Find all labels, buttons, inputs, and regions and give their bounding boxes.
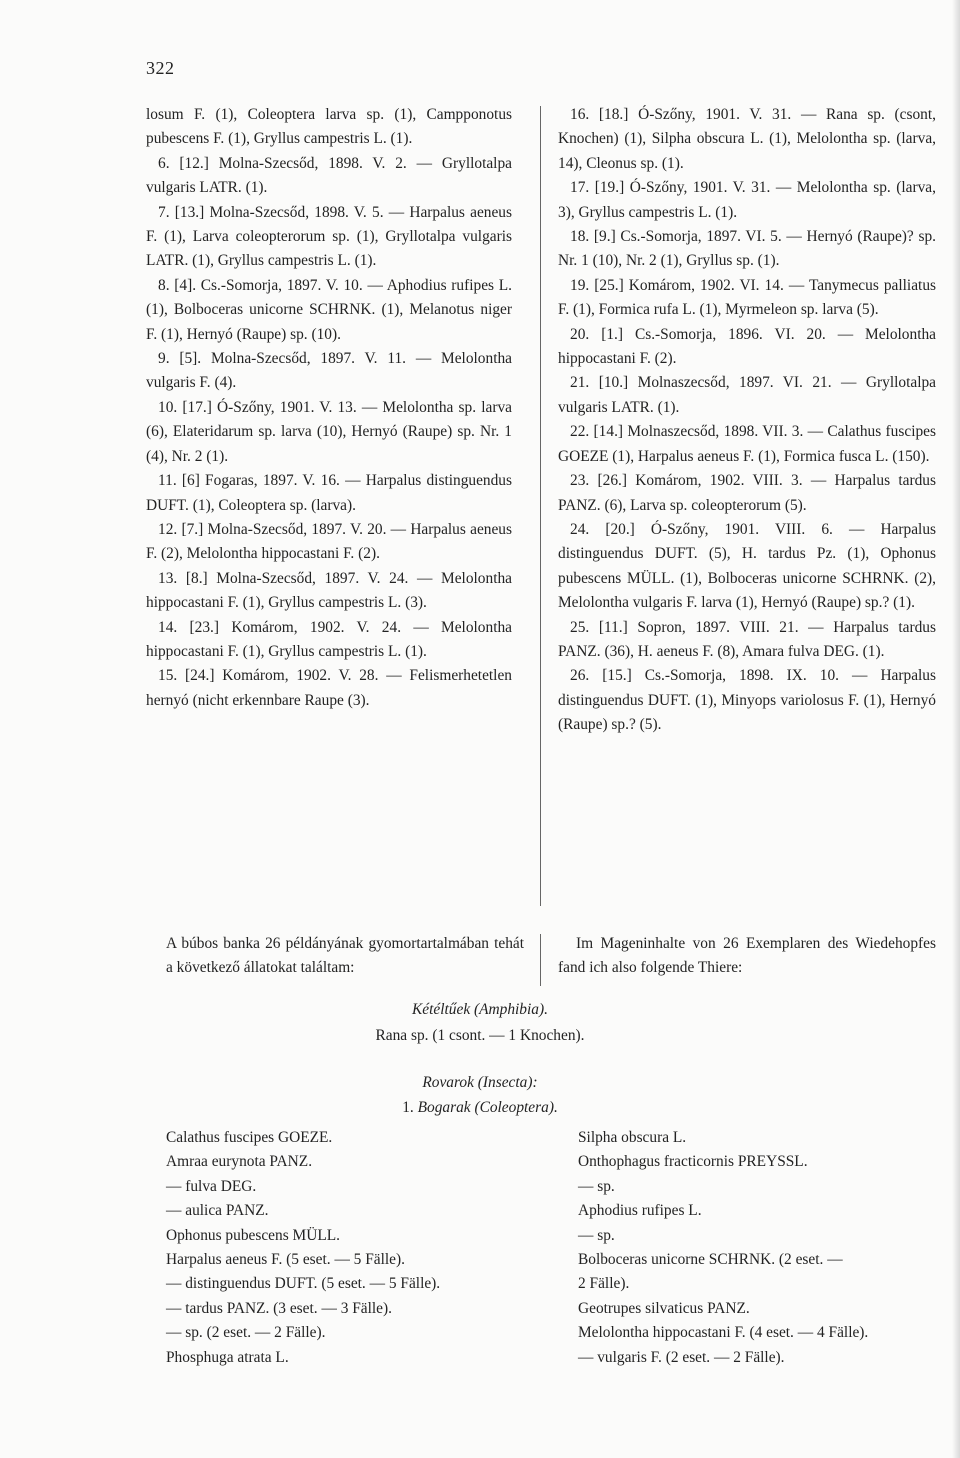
species-item: — aulica PANZ. [166, 1202, 269, 1220]
order-number: 1. [402, 1099, 414, 1116]
heading-insecta: Rovarok (Insecta): [422, 1074, 538, 1091]
entry-13: 13. [8.] Molna-Szecsőd, 1897. V. 24. — Melolontha hippocastani F. (1), Gryllus campestris L. (3). [146, 569, 512, 612]
entry-5-continued: losum F. (1), Coleoptera larva sp. (1), Campponotus pubescens F. (1), Gryllus campestris L. (1). [146, 106, 512, 148]
species-list-right [578, 1126, 938, 1370]
entry-16: 16. [18.] Ó-Szőny, 1901. V. 31. — Rana sp. (csont, Knochen) (1), Silpha obscura L. (1), Melolontha sp. (larva, 14), Cleonus sp. (1). [558, 106, 936, 172]
species-item: Bolboceras unicorne SCHRNK. (2 eset. — [578, 1251, 843, 1269]
entry-25: 25. [11.] Sopron, 1897. VIII. 21. — Harpalus tardus PANZ. (36), H. aeneus F. (8), Amara fulva DEG. (1). [558, 618, 936, 660]
entry-20: 20. [1.] Cs.-Somorja, 1896. VI. 20. — Melolontha hippocastani F. (2). [558, 325, 936, 368]
right-column [558, 103, 936, 738]
summary-hungarian: A búbos banka 26 példányának gyomortartalmában tehát a következő állatokat találtam: [166, 935, 524, 977]
column-divider [540, 106, 541, 906]
species-item: 2 Fälle). [578, 1275, 630, 1293]
entry-6: 6. [12.] Molna-Szecsőd, 1898. V. 2. — Gryllotalpa vulgaris LATR. (1). [146, 154, 512, 197]
species-item: Aphodius rufipes L. [578, 1202, 702, 1220]
entry-17: 17. [19.] Ó-Szőny, 1901. V. 31. — Melolontha sp. (larva, 3), Gryllus campestris L. (1). [558, 179, 936, 221]
species-item: Silpha obscura L. [578, 1129, 687, 1146]
rana-entry: Rana sp. (1 csont. — 1 Knochen). [375, 1027, 585, 1044]
entry-26: 26. [15.] Cs.-Somorja, 1898. IX. 10. — Harpalus distinguendus DUFT. (1), Minyops variolosus F. (1), Hernyó (Raupe) sp.? (5). [558, 667, 936, 734]
entry-9: 9. [5]. Molna-Szecsőd, 1897. V. 11. — Melolontha vulgaris F. (4). [146, 350, 512, 392]
entry-21: 21. [10.] Molnaszecsőd, 1897. VI. 21. — Gryllotalpa vulgaris LATR. (1). [558, 374, 936, 416]
entry-18: 18. [9.] Cs.-Somorja, 1897. VI. 5. — Hernyó (Raupe)? sp. Nr. 1 (10), Nr. 2 (1), Gryllus sp. (1). [558, 228, 936, 270]
species-item: Harpalus aeneus F. (5 eset. — 5 Fälle). [166, 1251, 405, 1269]
species-item: — sp. (2 eset. — 2 Fälle). [166, 1324, 326, 1342]
page-number: 322 [146, 58, 175, 78]
page-edge-shadow [952, 0, 960, 1458]
summary-divider [540, 934, 541, 986]
species-item: Onthophagus fracticornis PREYSSL. [578, 1153, 808, 1171]
entry-24: 24. [20.] Ó-Szőny, 1901. VIII. 6. — Harpalus distinguendus DUFT. (5), H. tardus Pz. (1), Ophonus pubescens MÜLL. (1), Bolboceras unicorne SCHRNK. (2), Melolontha vulgaris F. larva (1), Hernyó (Raupe) sp.? (1). [558, 520, 936, 612]
heading-coleoptera [0, 1096, 960, 1120]
species-item: — vulgaris F. (2 eset. — 2 Fälle). [578, 1348, 785, 1366]
entry-19: 19. [25.] Komárom, 1902. VI. 14. — Tanymecus palliatus F. (1), Formica rufa L. (1), Myrmeleon sp. larva (5). [558, 276, 936, 319]
entry-11: 11. [6] Fogaras, 1897. V. 16. — Harpalus distinguendus DUFT. (1), Coleoptera sp. (larva). [146, 472, 512, 514]
species-item: — fulva DEG. [166, 1177, 257, 1195]
entry-23: 23. [26.] Komárom, 1902. VIII. 3. — Harpalus tardus PANZ. (6), Larva sp. coleopterorum (5). [558, 472, 936, 514]
entry-12: 12. [7.] Molna-Szecsőd, 1897. V. 20. — Harpalus aeneus F. (2), Melolontha hippocastani F. (2). [146, 520, 512, 563]
entry-14: 14. [23.] Komárom, 1902. V. 24. — Melolontha hippocastani F. (1), Gryllus campestris L. (1). [146, 618, 512, 660]
species-item: Melolontha hippocastani F. (4 eset. — 4 Fälle). [578, 1324, 869, 1342]
species-item: Calathus fuscipes GOEZE. [166, 1129, 333, 1146]
entry-22: 22. [14.] Molnaszecsőd, 1898. VII. 3. — Calathus fuscipes GOEZE (1), Harpalus aeneus F. (1), Formica fusca L. (150). [558, 423, 936, 465]
species-item: — sp. [578, 1177, 615, 1195]
entry-7: 7. [13.] Molna-Szecsőd, 1898. V. 5. — Harpalus aeneus F. (1), Larva coleopterorum sp. (1), Gryllotalpa vulgaris LATR. (1), Gryllus campestris L. (1). [146, 203, 512, 270]
species-item: — distinguendus DUFT. (5 eset. — 5 Fälle). [166, 1275, 441, 1293]
species-item: — tardus PANZ. (3 eset. — 3 Fälle). [166, 1299, 392, 1317]
heading-amphibia: Kétéltűek (Amphibia). [412, 1001, 548, 1018]
species-item: Amraa eurynota PANZ. [166, 1153, 313, 1171]
species-item: Phosphuga atrata L. [166, 1348, 289, 1366]
entry-8: 8. [4]. Cs.-Somorja, 1897. V. 10. — Aphodius rufipes L. (1), Bolboceras unicorne SCHRNK. (1), Melanotus niger F. (1), Hernyó (Raupe) sp. (10). [146, 276, 512, 343]
species-item: Geotrupes silvaticus PANZ. [578, 1299, 750, 1317]
left-column [146, 103, 512, 713]
order-name: Bogarak (Coleoptera). [417, 1099, 558, 1116]
species-item: Ophonus pubescens MÜLL. [166, 1226, 340, 1244]
summary-german: Im Mageninhalte von 26 Exemplaren des Wiedehopfes fand ich also folgende Thiere: [558, 935, 936, 977]
species-item: — sp. [578, 1226, 615, 1244]
entry-10: 10. [17.] Ó-Szőny, 1901. V. 13. — Melolontha sp. larva (6), Elateridarum sp. larva (10), Hernyó (Raupe) sp. Nr. 1 (4), Nr. 2 (1). [146, 398, 512, 465]
entry-15: 15. [24.] Komárom, 1902. V. 28. — Felismerhetetlen hernyó (nicht erkennbare Raupe (3). [146, 667, 512, 709]
species-list-left [166, 1126, 536, 1370]
